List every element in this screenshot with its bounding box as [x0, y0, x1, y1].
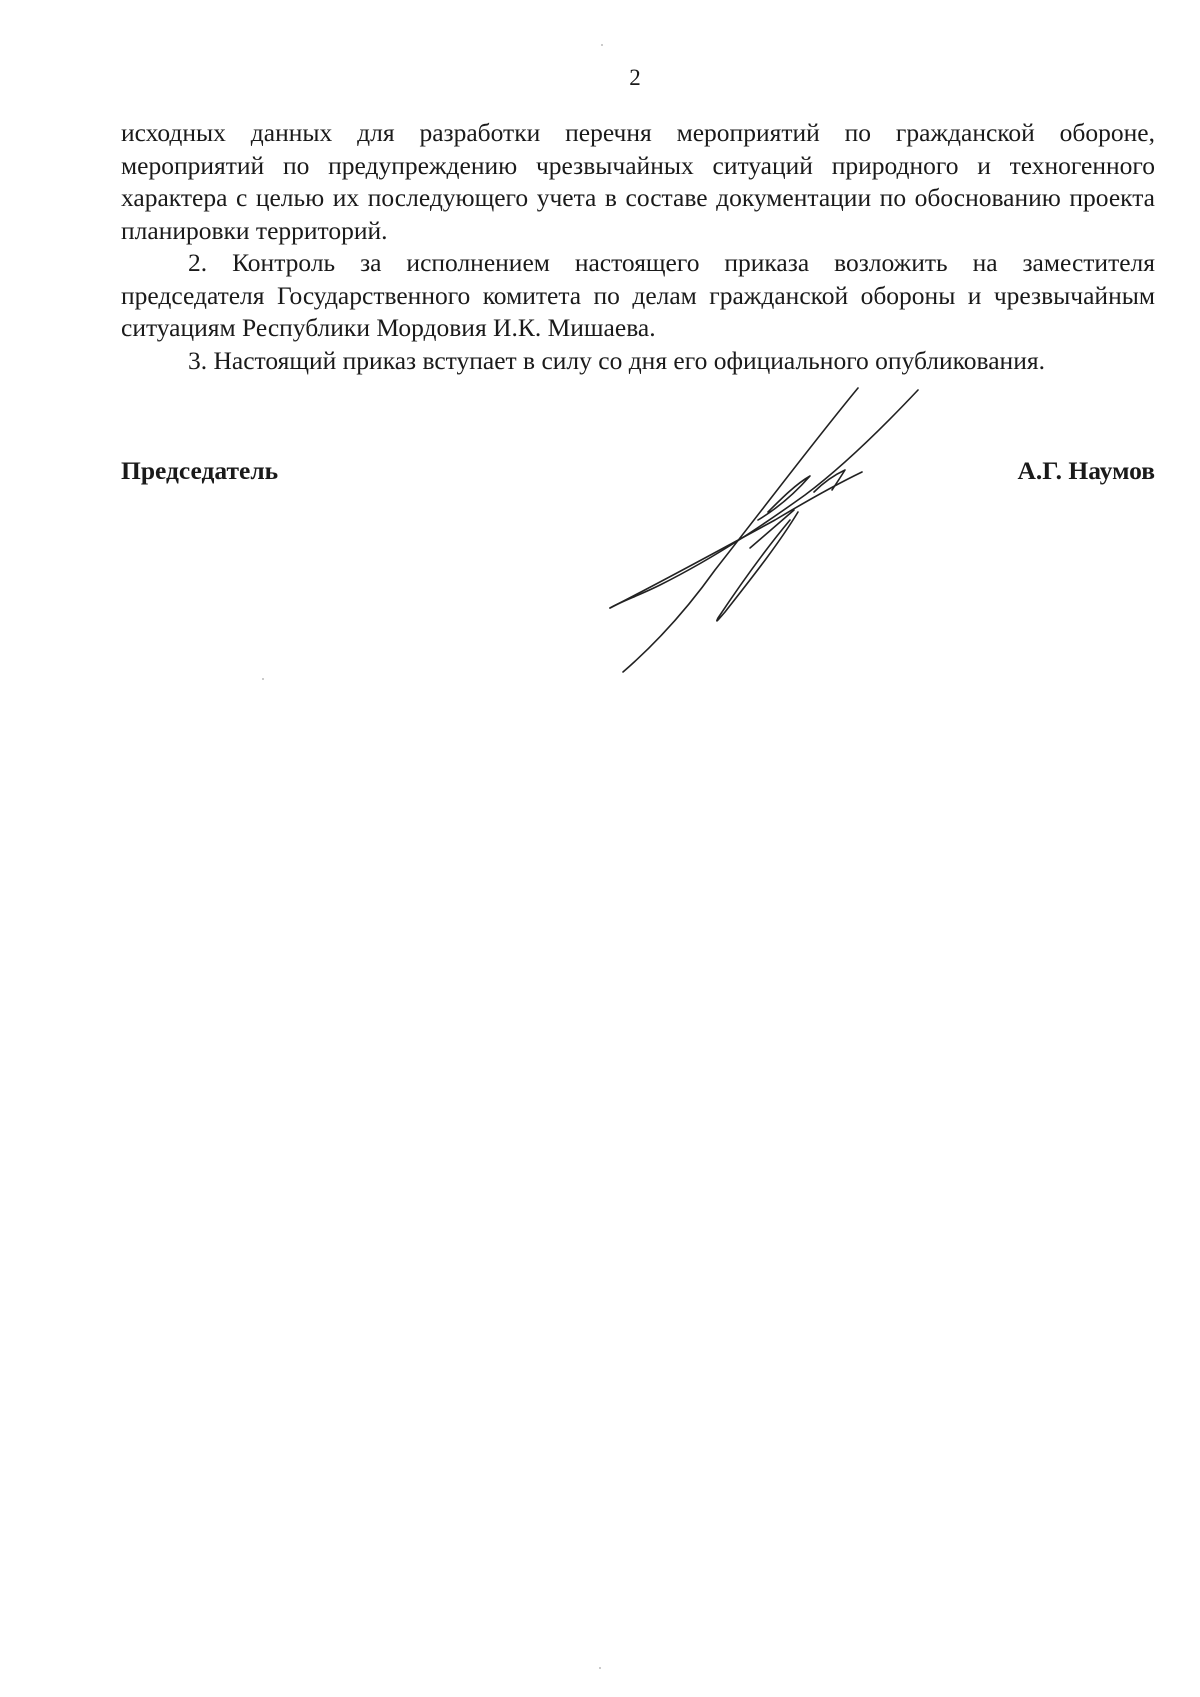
paragraph-continuation: исходных данных для разработки перечня мероприятий по гражданской обороне, мероприятий по предупреждению чрезвычайных ситуаций природного и техногенного характера с целью их последующего учета в составе документации по обоснованию проекта планировки территорий. [121, 118, 1155, 245]
signatory-position: Председатель [121, 456, 279, 485]
page-number: 2 [629, 65, 641, 90]
paragraph-item-3: 3. Настоящий приказ вступает в силу со дня его официального опубликования. [188, 345, 1045, 375]
scan-speck [262, 678, 264, 680]
document-body [121, 117, 1155, 377]
handwritten-signature [600, 380, 940, 680]
signatory-name: А.Г. Наумов [1017, 456, 1155, 485]
scan-speck [601, 44, 603, 46]
scan-speck [599, 1667, 601, 1669]
paragraph-item-2: 2. Контроль за исполнением настоящего приказа возложить на заместителя председателя Государственного комитета по делам гражданской обороны и чрезвычайным ситуациям Республики Мордовия И.К. Мишаева. [121, 248, 1155, 342]
